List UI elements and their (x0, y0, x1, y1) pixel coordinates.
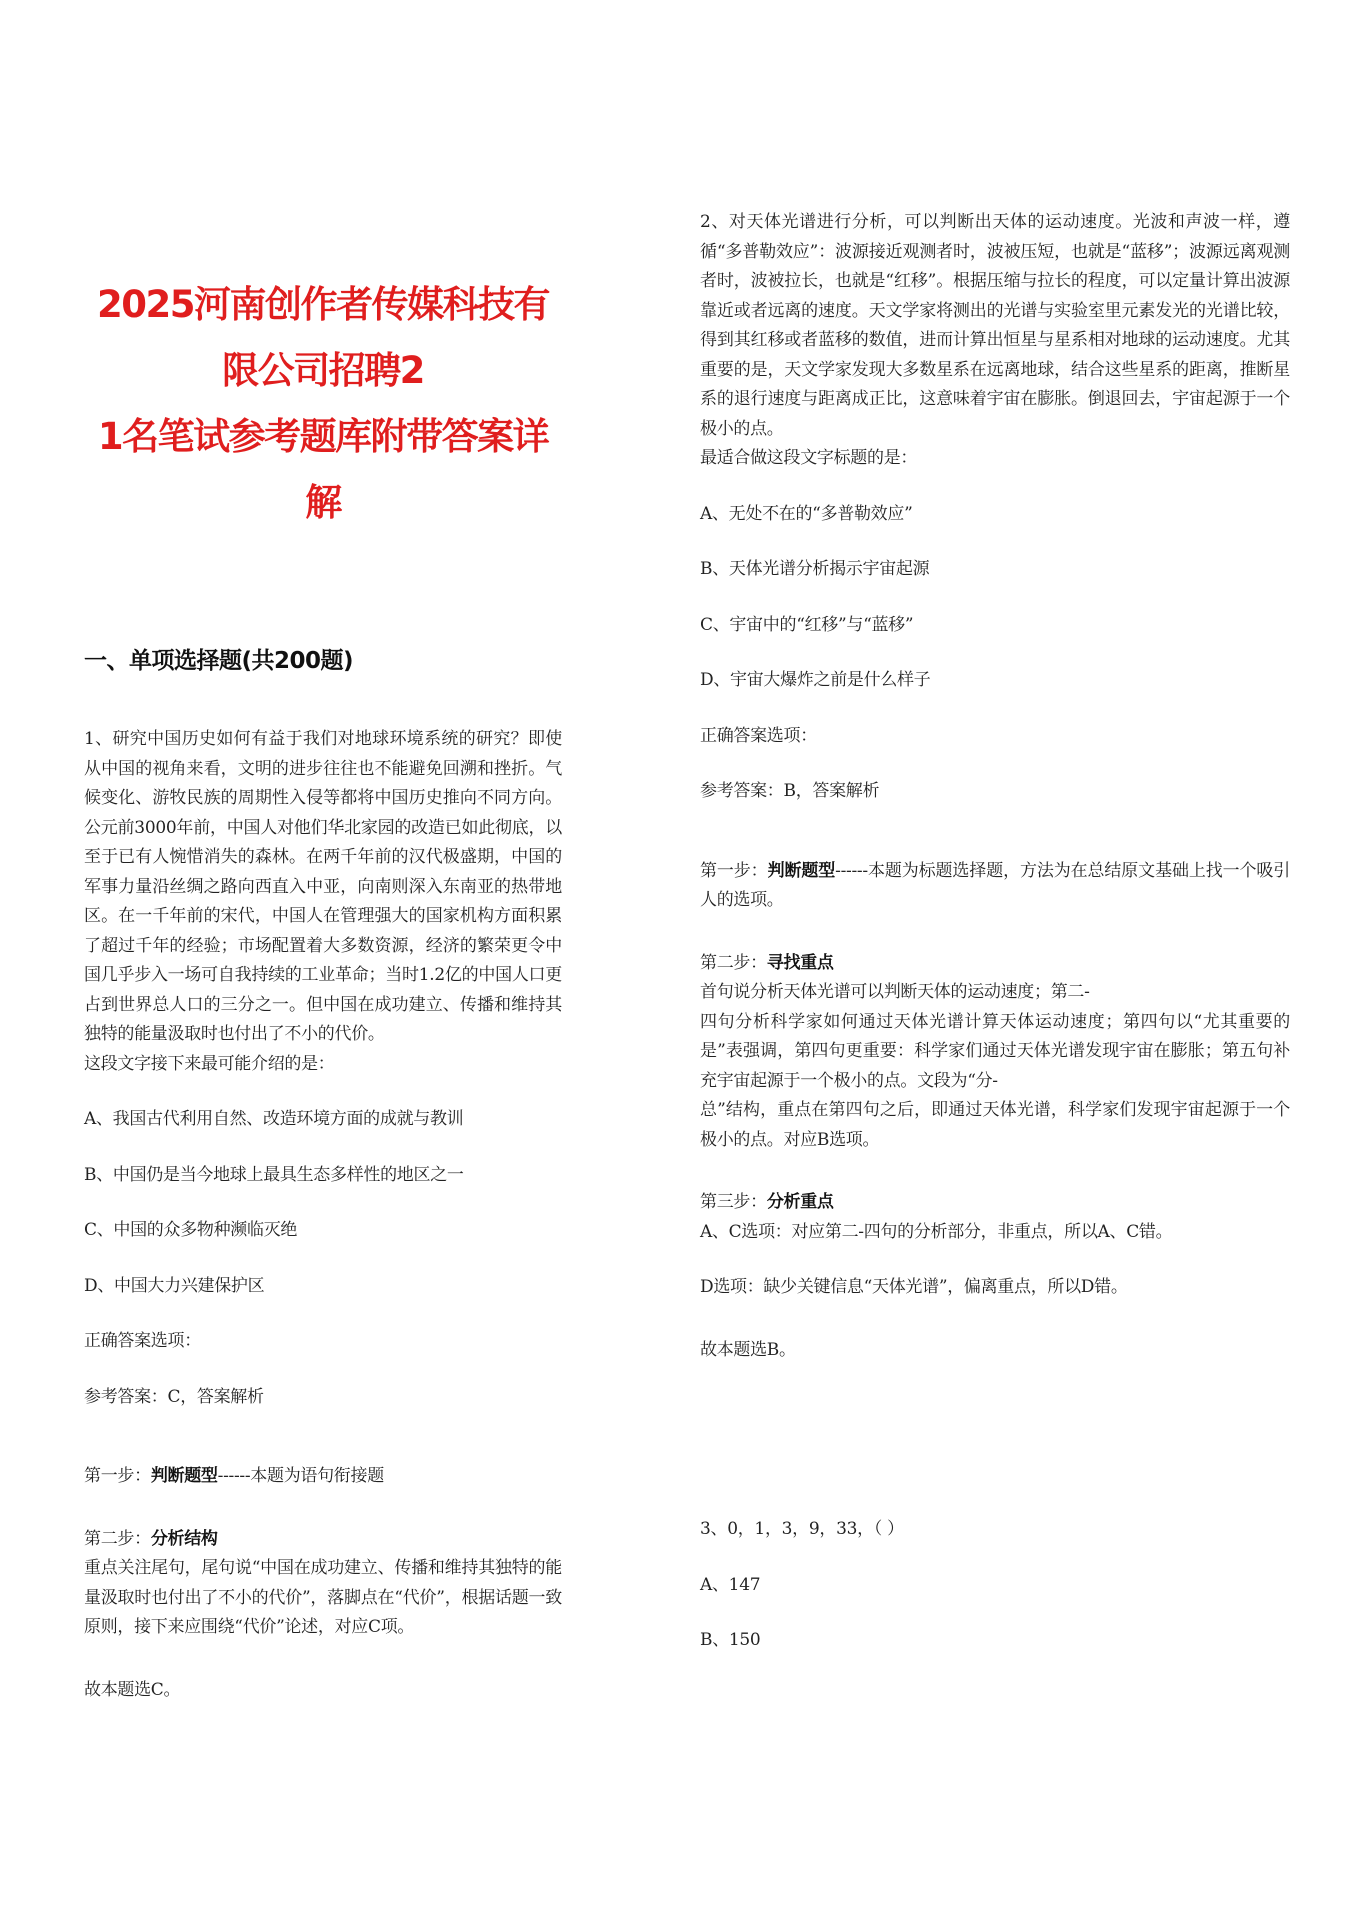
q2-step3-line2: D选项：缺少关键信息“天体光谱”，偏离重点，所以D错。 (700, 1277, 1128, 1297)
q1-reference-answer: 参考答案：C，答案解析 (84, 1386, 264, 1407)
q2-stem: 2、对天体光谱进行分析，可以判断出天体的运动速度。光波和声波一样，遵循“多普勒效应”：波源接近观测者时，波被压短，也就是“蓝移”；波源远离观测者时，波被拉长，也就是“红移”。根据压缩与拉长的程度，可以定量计算出波源靠近或者远离的速度。天文学家将测出的光谱与实验室里元素发光的光谱比较，得到其红移或者蓝移的数值，进而计算出恒星与星系相对地球的运动速度。尤其重要的是，天文学家发现大多数星系在远离地球，结合这些星系的距离，推断星系的退行速度与距离成正比，这意味着宇宙在膨胀。倒退回去，宇宙起源于一个极小的点。 (700, 212, 1290, 439)
q1-step2-label: 分析结构 (150, 1528, 218, 1549)
left-column (84, 272, 562, 1705)
q2-step2-line3: 总”结构，重点在第四句之后，即通过天体光谱，科学家们发现宇宙起源于一个极小的点。对应B选项。 (700, 1100, 1290, 1150)
q2-option-b: B、天体光谱分析揭示宇宙起源 (700, 559, 930, 579)
document-title (84, 272, 562, 536)
q2-step1-label: 判断题型 (767, 860, 836, 881)
q1-step1-label: 判断题型 (150, 1466, 218, 1486)
q2-step1-text: ------本题为标题选择题，方法为在总结原文基础上找一个吸引人的选项。 (700, 860, 1290, 910)
q2-step1 (700, 857, 1290, 916)
q1-option-d: D、中国大力兴建保护区 (84, 1275, 265, 1296)
q2-option-a: A、无处不在的“多普勒效应” (700, 503, 913, 524)
q2-step3-line1: A、C选项：对应第二-四句的分析部分，非重点，所以A、C错。 (700, 1221, 1173, 1242)
q1-question: 这段文字接下来最可能介绍的是： (84, 1053, 335, 1074)
q1-option-c: C、中国的众多物种濒临灭绝 (84, 1220, 298, 1240)
q3-stem: 3、0，1，3，9，33，（ ） (700, 1519, 904, 1539)
q2-step2-line1: 首句说分析天体光谱可以判断天体的运动速度；第二- (700, 982, 1090, 1002)
q2-step2-line2: 四句分析科学家如何通过天体光谱计算天体运动速度；第四句以“尤其重要的是”表强调，第四句更重要：科学家们通过天体光谱发现宇宙在膨胀；第五句补充宇宙起源于一个极小的点。文段为“分- (700, 1011, 1290, 1091)
q1-conclusion: 故本题选C。 (84, 1679, 181, 1700)
q1-correct-label: 正确答案选项： (84, 1331, 201, 1351)
section-heading: 一、单项选择题(共200题) (84, 648, 354, 674)
q2-step2-heading (700, 949, 1290, 979)
q1-step1 (84, 1462, 562, 1492)
q1-stem: 1、研究中国历史如何有益于我们对地球环境系统的研究？即使从中国的视角来看，文明的进步往往也不能避免回溯和挫折。气候变化、游牧民族的周期性入侵等都将中国历史推向不同方向。公元前3000年前，中国人对他们华北家园的改造已如此彻底，以至于已有人惋惜消失的森林。在两千年前的汉代极盛期，中国的军事力量沿丝绸之路向西直入中亚，向南则深入东南亚的热带地区。在一千年前的宋代，中国人在管理强大的国家机构方面积累了超过千年的经验；市场配置着大多数资源，经济的繁荣更令中国几乎步入一场可自我持续的工业革命；当时1.2亿的中国人口更占到世界总人口的三分之一。但中国在成功建立、传播和维持其独特的能量汲取时也付出了不小的代价。 (84, 729, 562, 1044)
q1-step2-prefix: 第二步： (84, 1528, 151, 1549)
q1-option-b: B、中国仍是当今地球上最具生态多样性的地区之一 (84, 1164, 464, 1185)
q2-step3-label: 分析重点 (766, 1192, 834, 1212)
q2-step3-prefix: 第三步： (700, 1192, 767, 1212)
q1-option-a: A、我国古代利用自然、改造环境方面的成就与教训 (84, 1109, 464, 1129)
q1-step1-text: ------本题为语句衔接题 (217, 1466, 384, 1486)
q2-step1-prefix: 第一步： (700, 860, 768, 881)
q2-step2-prefix: 第二步： (700, 952, 767, 973)
q3-option-b: B、150 (700, 1630, 761, 1650)
q1-step2-heading (84, 1525, 562, 1555)
q2-correct-label: 正确答案选项： (700, 725, 817, 746)
q2-option-c: C、宇宙中的“红移”与“蓝移” (700, 614, 914, 635)
q1-step2-text: 重点关注尾句，尾句说“中国在成功建立、传播和维持其独特的能量汲取时也付出了不小的代价”，落脚点在“代价”，根据话题一致原则，接下来应围绕“代价”论述，对应C项。 (84, 1558, 562, 1637)
q2-conclusion: 故本题选B。 (700, 1339, 796, 1360)
q3-option-a: A、147 (700, 1574, 761, 1595)
q2-question: 最适合做这段文字标题的是： (700, 448, 918, 468)
q1-step1-prefix: 第一步： (84, 1466, 151, 1486)
q2-option-d: D、宇宙大爆炸之前是什么样子 (700, 670, 931, 690)
right-column (700, 208, 1290, 1656)
q2-reference-answer: 参考答案：B，答案解析 (700, 781, 880, 801)
title-line-1: 2025河南创作者传媒科技有限公司招聘2 (97, 283, 549, 392)
q2-step2-label: 寻找重点 (766, 952, 834, 973)
title-line-2: 1名笔试参考题库附带答案详解 (97, 415, 549, 524)
q2-step3-heading (700, 1188, 1290, 1218)
